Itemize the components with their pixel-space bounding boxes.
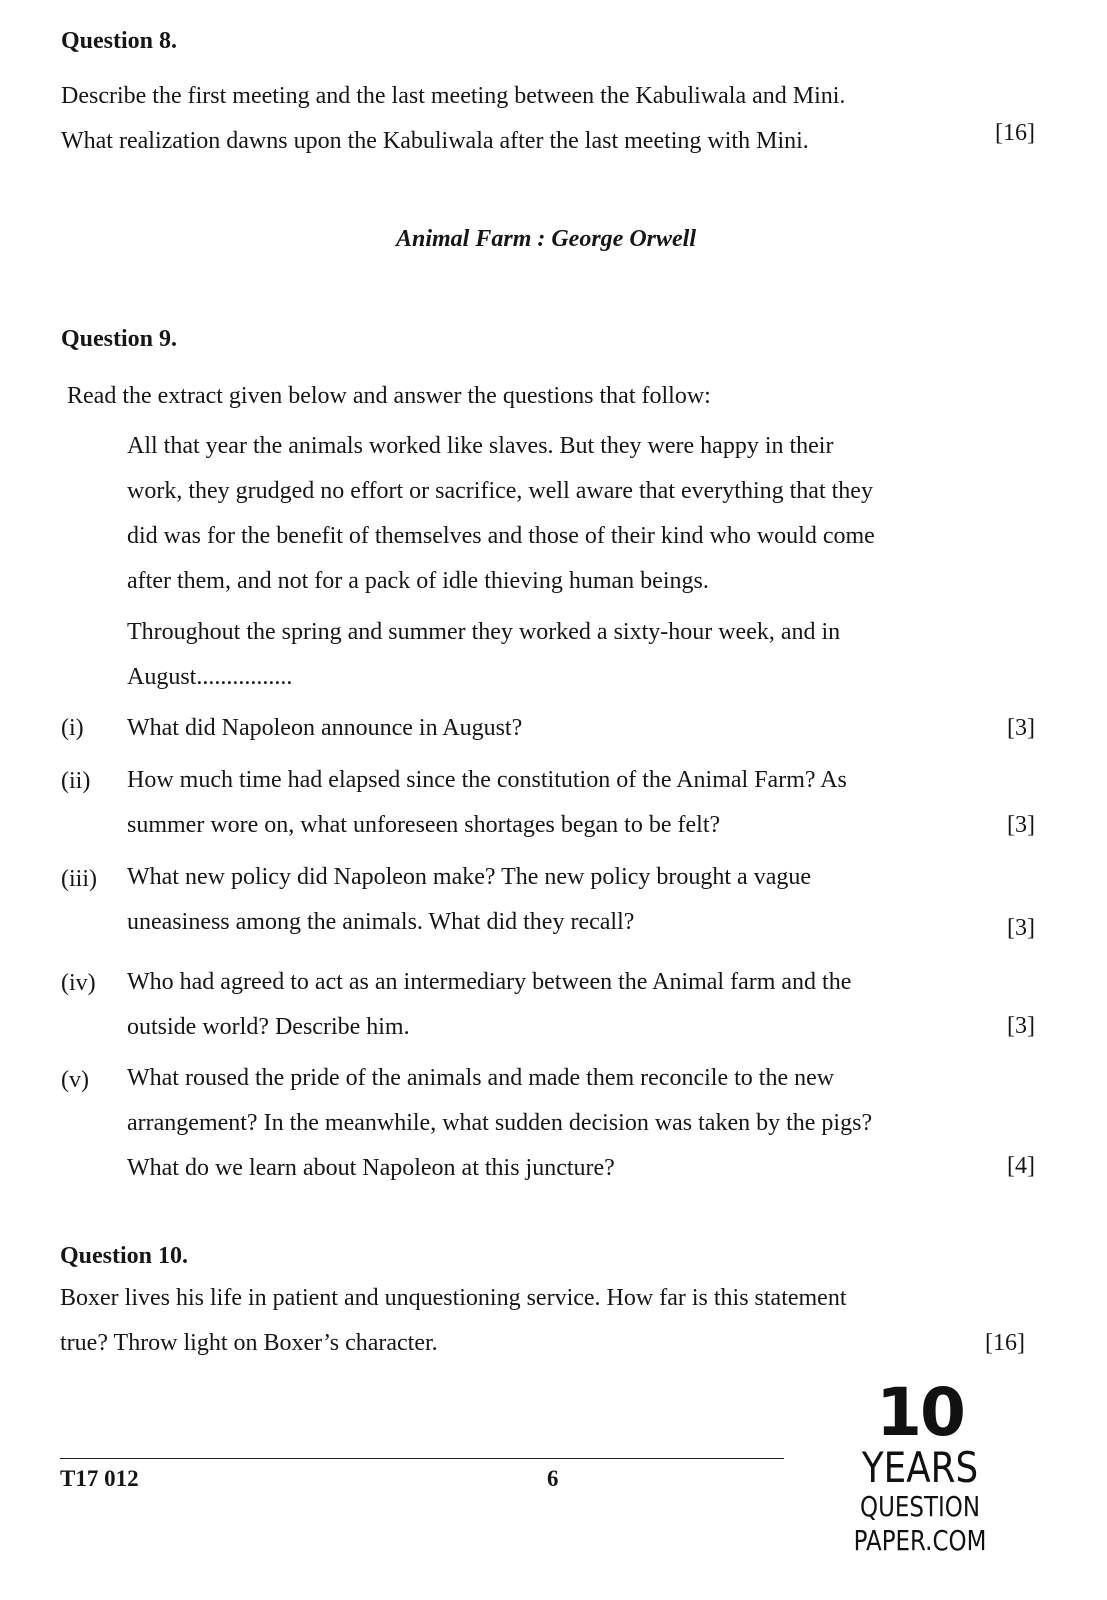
page-number: 6	[547, 1466, 559, 1491]
watermark-years: YEARS	[861, 1443, 979, 1492]
question-10-heading: Question 10.	[60, 1243, 189, 1269]
subquestion-line: outside world? Describe him.	[127, 1014, 410, 1040]
subquestion-v-text	[127, 1056, 922, 1191]
subquestion-number: (iv)	[61, 970, 96, 996]
extract-line: work, they grudged no effort or sacrifice, well aware that everything that they	[127, 478, 873, 504]
extract-line: August................	[127, 664, 293, 690]
question-8-heading: Question 8.	[61, 28, 178, 54]
question-10-line-1: Boxer lives his life in patient and unquestioning service. How far is this statement	[60, 1285, 847, 1311]
subquestion-line: What new policy did Napoleon make? The new policy brought a vague	[127, 864, 812, 890]
subquestion-iv-text	[127, 960, 922, 1050]
subquestion-ii-marks: [3]	[1007, 812, 1035, 838]
subquestion-line: What roused the pride of the animals and made them reconcile to the new	[127, 1065, 835, 1091]
watermark-site: QUESTION PAPER.COM	[853, 1490, 987, 1557]
subquestion-line: summer wore on, what unforeseen shortages began to be felt?	[127, 812, 721, 838]
extract-line: All that year the animals worked like slaves. But they were happy in their	[127, 433, 834, 459]
footer-code: T17 012	[60, 1466, 139, 1491]
subquestion-number: (ii)	[61, 768, 91, 794]
subquestion-line: How much time had elapsed since the constitution of the Animal Farm? As	[127, 767, 847, 793]
question-8-marks: [16]	[995, 120, 1035, 146]
watermark-logo	[780, 1374, 1060, 1558]
footer-divider	[60, 1458, 784, 1459]
subquestion-line: arrangement? In the meanwhile, what sudden decision was taken by the pigs?	[127, 1110, 873, 1136]
subquestion-v-marks: [4]	[1007, 1153, 1035, 1179]
question-8-line-2: What realization dawns upon the Kabuliwala after the last meeting with Mini.	[61, 128, 809, 154]
subquestion-iv-marks: [3]	[1007, 1013, 1035, 1039]
question-9-heading: Question 9.	[61, 326, 178, 352]
extract-line: did was for the benefit of themselves and those of their kind who would come	[127, 523, 875, 549]
subquestion-line: What did Napoleon announce in August?	[127, 715, 523, 741]
question-8-text	[61, 74, 941, 164]
subquestion-number: (i)	[61, 715, 84, 741]
subquestion-iii-marks: [3]	[1007, 915, 1035, 941]
question-8-line-1: Describe the first meeting and the last meeting between the Kabuliwala and Mini.	[61, 83, 846, 109]
section-title: Animal Farm : George Orwell	[395, 226, 696, 252]
subquestion-ii-text	[127, 758, 922, 848]
extract-paragraph-1	[127, 424, 922, 604]
question-10-marks: [16]	[985, 1330, 1025, 1356]
subquestion-line: Who had agreed to act as an intermediary between the Animal farm and the	[127, 969, 852, 995]
subquestion-i-marks: [3]	[1007, 715, 1035, 741]
subquestion-number: (iii)	[61, 866, 97, 892]
question-10-line-2: true? Throw light on Boxer’s character.	[60, 1330, 438, 1356]
extract-line: Throughout the spring and summer they worked a sixty-hour week, and in	[127, 619, 841, 645]
question-10-text	[60, 1276, 930, 1366]
subquestion-i-text	[127, 706, 922, 750]
extract-line: after them, and not for a pack of idle thieving human beings.	[127, 568, 709, 594]
question-9-instruction: Read the extract given below and answer the questions that follow:	[67, 383, 711, 409]
extract-paragraph-2	[127, 610, 922, 700]
subquestion-iii-text	[127, 855, 922, 945]
subquestion-number: (v)	[61, 1067, 89, 1093]
subquestion-line: What do we learn about Napoleon at this juncture?	[127, 1155, 615, 1181]
watermark-number: 10	[876, 1374, 964, 1451]
subquestion-line: uneasiness among the animals. What did they recall?	[127, 909, 635, 935]
